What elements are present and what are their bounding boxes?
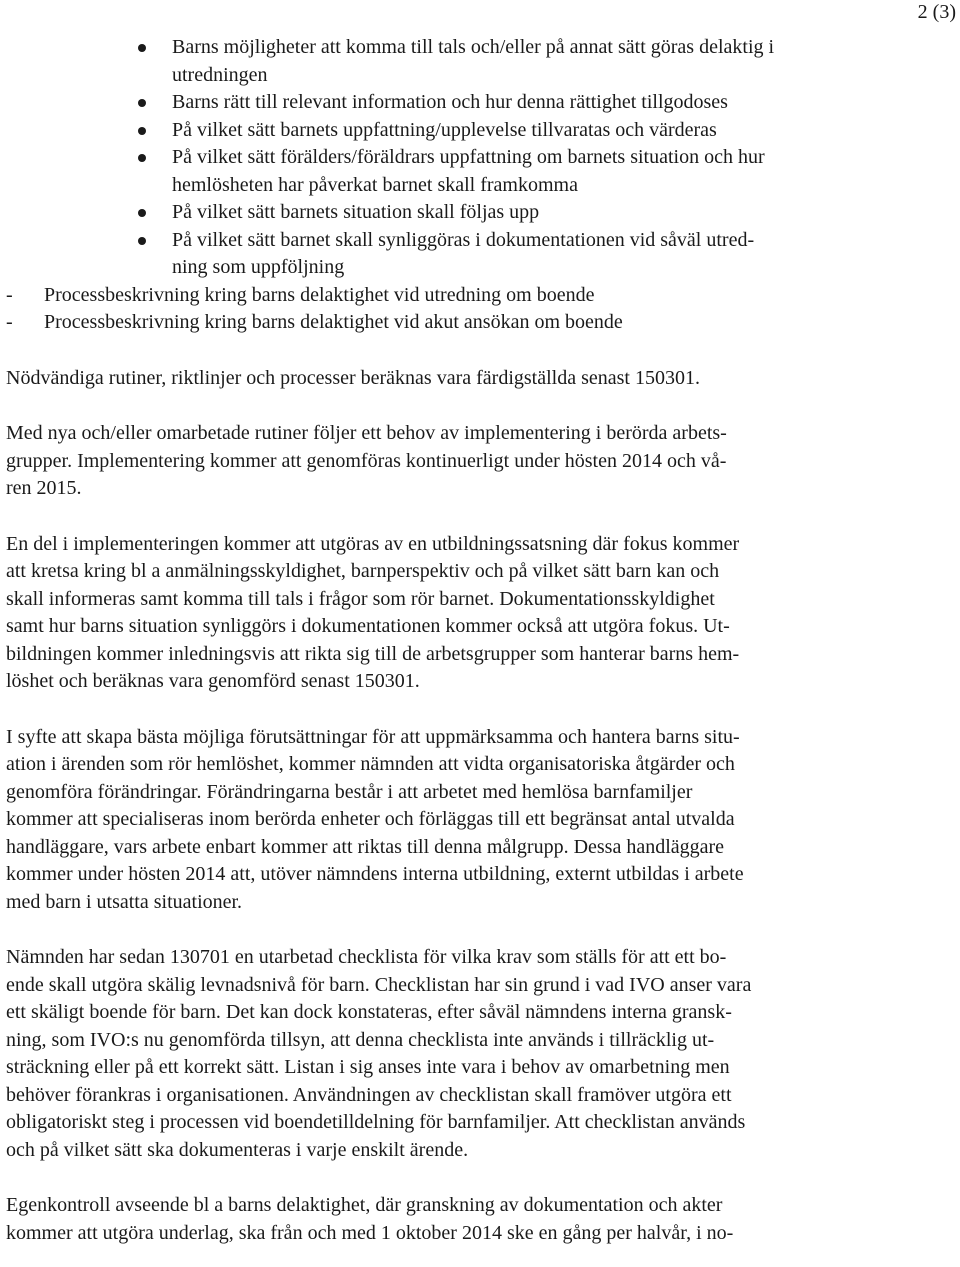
dash-marker: - xyxy=(6,311,13,333)
bullet-icon xyxy=(138,44,146,52)
bullet-line: hemlösheten har påverkat barnet skall framkomma xyxy=(172,173,578,196)
dash-marker: - xyxy=(6,283,13,306)
paragraph-line: att kretsa kring bl a anmälningsskyldighet, barnperspektiv och på vilket sätt barn kan och xyxy=(6,560,720,582)
paragraph-line: behöver förankras i organisationen. Användningen av checklistan skall framöver utgöra ett xyxy=(6,1083,732,1106)
paragraph-line: I syfte att skapa bästa möjliga förutsättningar för att uppmärksamma och hantera barns situ- xyxy=(6,725,740,748)
paragraph-line: ning, som IVO:s nu genomförda tillsyn, att denna checklista inte används i tillräcklig ut- xyxy=(6,1028,715,1051)
paragraph-line: obligatoriskt steg i processen vid boendetilldelning för barnfamiljer. Att checklistan används xyxy=(6,1111,746,1133)
bullet-line: ning som uppföljning xyxy=(172,256,345,278)
paragraph-line: genomföra förändringar. Förändringarna består i att arbetet med hemlösa barnfamiljer xyxy=(6,780,693,803)
paragraph xyxy=(6,1192,896,1247)
paragraph-line: och på vilket sätt ska dokumenteras i varje enskilt ärende. xyxy=(6,1138,469,1161)
paragraph xyxy=(6,944,896,1164)
paragraph-line: Egenkontroll avseende bl a barns delaktighet, där granskning av dokumentation och akter xyxy=(6,1194,723,1216)
bullet-item xyxy=(6,117,896,145)
paragraph-line: kommer att specialiseras inom berörda enheter och förläggas till ett begränsat antal utvalda xyxy=(6,808,735,830)
bullet-list xyxy=(6,34,896,282)
bullet-item xyxy=(6,89,896,117)
paragraph-line: handläggare, vars arbete enbart kommer att riktas till denna målgrupp. Dessa handläggare xyxy=(6,835,725,858)
paragraph-line: med barn i utsatta situationer. xyxy=(6,890,243,913)
bullet-line: På vilket sätt barnets situation skall följas upp xyxy=(172,201,540,223)
bullet-icon xyxy=(138,127,146,135)
paragraph xyxy=(6,365,896,393)
paragraph-line: ation i ärenden som rör hemlöshet, kommer nämnden att vidta organisatoriska åtgärder och xyxy=(6,753,735,775)
paragraph xyxy=(6,420,896,503)
dash-item xyxy=(6,309,896,337)
bullet-line: Barns rätt till relevant information och hur denna rättighet tillgodoses xyxy=(172,91,728,113)
bullet-line: På vilket sätt barnets uppfattning/upplevelse tillvaratas och värderas xyxy=(172,118,717,141)
bullet-item xyxy=(6,34,896,89)
paragraph xyxy=(6,531,896,696)
bullet-icon xyxy=(138,209,146,217)
paragraph-line: Med nya och/eller omarbetade rutiner följer ett behov av implementering i berörda arbets- xyxy=(6,422,727,444)
paragraph-line: ren 2015. xyxy=(6,477,82,499)
bullet-item xyxy=(6,199,896,227)
paragraph-line: ende skall utgöra skälig levnadsnivå för barn. Checklistan har sin grund i vad IVO anser vara xyxy=(6,973,752,996)
paragraph-line: löshet och beräknas vara genomförd senast 150301. xyxy=(6,670,420,692)
paragraph xyxy=(6,724,896,917)
paragraph-line: Nämnden har sedan 130701 en utarbetad checklista för vilka krav som ställs för att ett bo- xyxy=(6,946,727,968)
bullet-item xyxy=(6,227,896,282)
paragraph-line: samt hur barns situation synliggörs i dokumentationen kommer också att utgöra fokus. Ut- xyxy=(6,615,730,637)
paragraph-line: ett skäligt boende för barn. Det kan dock konstateras, efter såväl nämndens interna gransk- xyxy=(6,1001,732,1023)
dash-item-text: Processbeskrivning kring barns delaktighet vid utredning om boende xyxy=(44,283,595,306)
paragraph-line: kommer under hösten 2014 att, utöver nämndens interna utbildning, externt utbildas i arbete xyxy=(6,863,744,885)
page-number: 2 (3) xyxy=(917,1,956,23)
dash-list xyxy=(6,282,896,337)
bullet-line: På vilket sätt barnet skall synliggöras i dokumentationen vid såväl utred- xyxy=(172,228,755,251)
paragraph-line: Nödvändiga rutiner, riktlinjer och processer beräknas vara färdigställda senast 150301. xyxy=(6,366,700,389)
paragraph-line: bildningen kommer inledningsvis att rikta sig till de arbetsgrupper som hanterar barns hem- xyxy=(6,642,740,665)
bullet-icon xyxy=(138,237,146,245)
bullet-item xyxy=(6,144,896,199)
paragraph-line: En del i implementeringen kommer att utgöras av en utbildningssatsning där fokus kommer xyxy=(6,532,740,555)
paragraph-line: grupper. Implementering kommer att genomföras kontinuerligt under hösten 2014 och vå- xyxy=(6,449,727,472)
paragraph-line: sträckning eller på ett korrekt sätt. Listan i sig anses inte vara i behov av omarbetning men xyxy=(6,1056,730,1078)
dash-item-text: Processbeskrivning kring barns delaktighet vid akut ansökan om boende xyxy=(44,311,623,333)
bullet-line: På vilket sätt förälders/föräldrars uppfattning om barnets situation och hur xyxy=(172,146,765,168)
document-body xyxy=(6,34,896,1247)
paragraph-line: skall informeras samt komma till tals i frågor som rör barnet. Dokumentationsskyldighet xyxy=(6,587,715,610)
bullet-icon xyxy=(138,99,146,107)
dash-item xyxy=(6,282,896,310)
paragraph-line: kommer att utgöra underlag, ska från och med 1 oktober 2014 ske en gång per halvår, i no- xyxy=(6,1221,734,1244)
bullet-icon xyxy=(138,154,146,162)
bullet-line: Barns möjligheter att komma till tals och/eller på annat sätt göras delaktig i xyxy=(172,36,775,58)
bullet-line: utredningen xyxy=(172,63,268,86)
